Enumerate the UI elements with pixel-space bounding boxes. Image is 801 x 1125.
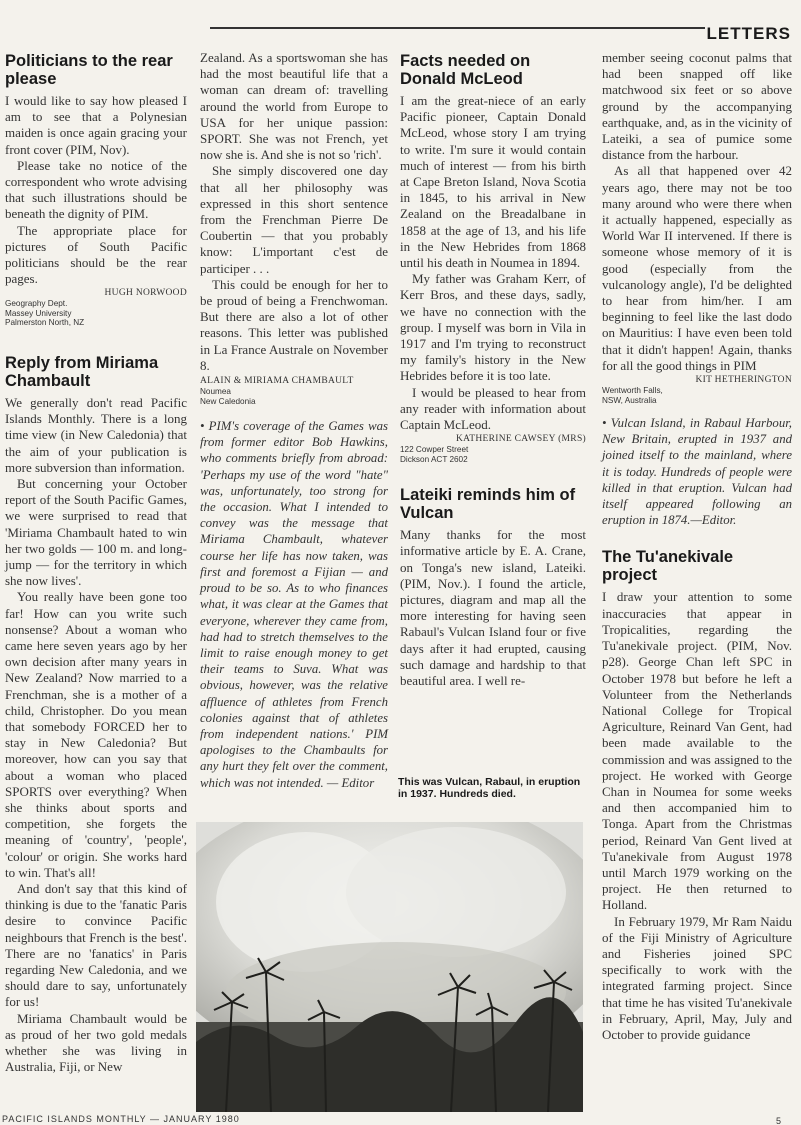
section-title: LETTERS <box>706 24 791 43</box>
letter-paragraph: And don't say that this kind of thinking is due to the 'fanatic Paris desire to convince Pacific neighbours that French is the best'. There are no 'fanatics' in Paris regarding New Caledonia, and we should dare to say, unfortunately for us! <box>5 881 187 1010</box>
letter-paragraph: But concerning your October report of the South Pacific Games, we were surprised to read that 'Miriama Chambault hated to win her two golds — 100 m. and long-jump — for the territory in which she now lives'. <box>5 475 187 589</box>
letter-heading: Lateiki reminds him of Vulcan <box>400 486 576 523</box>
letter-address-line: Noumea <box>200 387 231 397</box>
letter-paragraph: I would be pleased to hear from any reader with information about Captain McLeod. <box>400 384 586 433</box>
letter-address-line: New Caledonia <box>200 396 256 406</box>
eruption-photo <box>196 822 583 1112</box>
column-1 <box>5 50 187 1075</box>
page-footer: PACIFIC ISLANDS MONTHLY — JANUARY 1980 <box>2 1114 240 1124</box>
column-4 <box>602 50 792 1043</box>
letter-paragraph: Miriama Chambault would be as proud of her two gold medals whether she was living in Australia, Fiji, or New <box>5 1010 187 1075</box>
letter-address-line: Dickson ACT 2602 <box>400 454 468 464</box>
photo-caption: This was Vulcan, Rabaul, in eruption in 1937. Hundreds died. <box>398 776 581 800</box>
letter-paragraph: As all that happened over 42 years ago, there may not be too many around who were there when it actually happened, especially as World War II intervened. If there is someone whose memory of it is good (especially from the vulcanology angle), I'd be delighted to hear from him/her. I am beginning to feel like the last dodo on Mauritius: I have even been told that it didn't happen! Again, thanks for all the good things in PIM <box>602 163 792 373</box>
letter-paragraph: She simply discovered one day that all her philosophy was expressed in this short sentence from the Frenchman Pierre De Coubertin — that you probably know: L'important c'est de participer . . . <box>200 163 388 276</box>
letter-paragraph: I draw your attention to some inaccuracies that appear in Tropicalities, regarding the Tu'anekivale project. (PIM, Nov. p28). George Chan left SPC in October 1978 but before he left a Volunteer from the Netherlands National College for Tropical Agriculture, Reinard Van Gent, had been made available to the commission and was assigned to the project. He worked with George Chan in Noumea for some weeks and then accompanied him to Tonga. Apart from the Christmas period, Reinard Van Gent lived at Tu'anekivale from August 1978 until March 1979 working on the project. He then returned to Holland. <box>602 589 792 913</box>
letter-paragraph: Please take no notice of the correspondent who wrote advising that such illustrations should be beneath the dignity of PIM. <box>5 157 187 222</box>
letter-heading: Facts needed on Donald McLeod <box>400 52 531 88</box>
letter-paragraph: We generally don't read Pacific Islands Monthly. There is a long time view (in New Caledonia) that the aim of your publication is more subversion than information. <box>5 394 187 475</box>
letter-heading: Politicians to the rear please <box>5 52 173 88</box>
letter-address-line: Palmerston North, NZ <box>5 318 85 328</box>
header-rule <box>210 27 705 29</box>
letter-paragraph: Many thanks for the most informative article by E. A. Crane, on Tonga's new island, Lateiki. (PIM, Nov.). I found the article, pictures, diagram and map all the more interesting for having seen Rabaul's Vulcan Island four or five days after it had erupted, causing such damage and hardship to that beautiful area. I well re- <box>400 527 586 689</box>
letter-heading: The Tu'anekivale project <box>602 548 734 585</box>
letter-address-line: 122 Cowper Street <box>400 445 469 455</box>
page-number: 5 <box>775 1116 781 1125</box>
letter-paragraph: I am the great-niece of an early Pacific pioneer, Captain Donald McLeod, whose story I am trying to write. I'm sure it would contain much of interest — from his birth at Cape Breton Island, Nova Scotia in 1845, to his arrival in New Zealand on the Breadalbane in 1858 at the age of 13, and his life in the New Hebrides from 1868 until his death in Noumea in 1894. <box>400 93 586 271</box>
letter-address-line: Wentworth Falls, <box>602 386 663 396</box>
eruption-photo-drawing <box>196 822 583 1112</box>
letter-paragraph: Zealand. As a sportswoman she has had the most beautiful life that a woman can dream of: travelling around the world from Europe to USA for her unique passion: SPORT. She was not French, yet now she is. And she is not so 'rich'. <box>200 50 388 163</box>
column-2 <box>200 50 388 791</box>
letter-paragraph: This could be enough for her to be proud of being a Frenchwoman. But there are also a lot of other reasons. This letter was published in La France Australe on November 8. <box>200 276 388 373</box>
letter-paragraph: I would like to say how pleased I am to see that a Polynesian maiden is once again gracing your front cover (PIM, Nov). <box>5 93 187 157</box>
letter-signature: KATHERINE CAWSEY (MRS) <box>455 434 586 445</box>
letter-paragraph: My father was Graham Kerr, of Kerr Bros, and these days, sadly, we have no connection with the group. I myself was born in Vila in 1917 and I'm trying to reconstruct my family's history in the New Hebrides before it is too late. <box>400 271 586 384</box>
letter-paragraph: You really have been gone too far! How can you write such nonsense? About a woman who came here seven years ago by her own decision after many years in New Zealand? Now married to a Frenchman, she is a mother of a child, Christopher. Do you mean that somebody FORCED her to stay in New Caledonia? But moreover, how can you say that about a woman who placed SPORTS over everything? When she thinks about sports and competition, she forgets the meaning of 'country', 'people', 'colour' or origin. She works hard to win. That's all! <box>5 589 187 880</box>
letter-address-line: NSW, Australia <box>602 395 657 405</box>
letter-signature: ALAIN & MIRIAMA CHAMBAULT <box>200 376 354 387</box>
letter-paragraph: member seeing coconut palms that had been snapped off like matchwood six feet or so above ground by the accompanying earthquake, and, as in the vicinity of Lateiki, a sea of pumice some distance from the harbour. <box>602 50 792 163</box>
editor-note: • PIM's coverage of the Games was from former editor Bob Hawkins, who comments briefly from abroad: 'Perhaps my use of the word "hate" was, unfortunately, too strong for the occasion. What I intended to convey was the message that Miriama Chambault, whatever course her life has now taken, was first and foremost a Fijian — and proud to be so. As to who finances what, it was clear at the Games that everyone, wherever they came from, had had to stretch themselves to the limit to raise enough money to get their teams to Suva. What was obvious, however, was the relative affluence of athletes from French colonies against that of athletes from independent nations.' PIM apologises to the Chambaults for any hurt they felt over the comment, which was not intended. — Editor <box>200 419 388 790</box>
letter-address-line: Geography Dept. <box>5 299 68 309</box>
letter-address-line: Massey University <box>5 308 72 318</box>
letter-signature: KIT HETHERINGTON <box>695 375 792 386</box>
column-3 <box>400 50 586 689</box>
letter-signature: HUGH NORWOOD <box>104 288 187 299</box>
letter-paragraph: The appropriate place for pictures of South Pacific politicians should be the rear pages. <box>5 222 187 287</box>
editor-note: • Vulcan Island, in Rabaul Harbour, New Britain, erupted in 1937 and joined itself to the mainland, where it is today. Hundreds of people were killed in that eruption. Vulcan had itself appeared following an eruption in 1874.—Editor. <box>602 416 792 528</box>
letter-paragraph: In February 1979, Mr Ram Naidu of the Fiji Ministry of Agriculture and Fisheries joined SPC specifically to work with the integrated farming project. Since that time he has visited Tu'anekivale in February, April, May, July and October to provide guidance <box>602 913 792 1042</box>
letter-heading: Reply from Miriama Chambault <box>5 353 159 390</box>
